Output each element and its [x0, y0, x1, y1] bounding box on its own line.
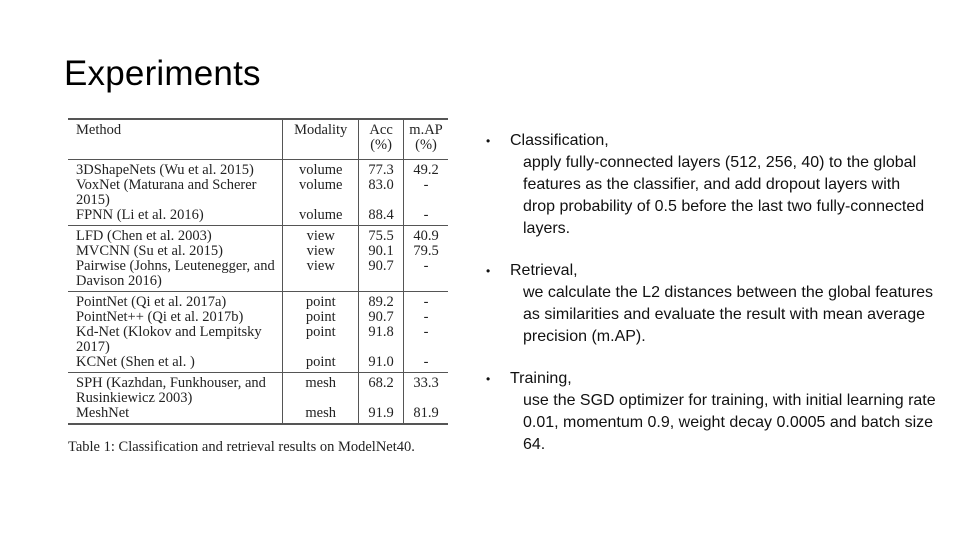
cell-acc: 91.9	[359, 406, 404, 424]
cell-method: FPNN (Li et al. 2016)	[68, 208, 283, 226]
cell-acc: 90.1	[359, 244, 404, 259]
header-acc: Acc (%)	[359, 119, 404, 160]
cell-acc: 75.5	[359, 226, 404, 245]
cell-map: -	[423, 177, 429, 193]
table-row	[68, 226, 448, 245]
table-header-row	[68, 119, 448, 160]
cell-modality: volume	[283, 208, 359, 226]
cell-method: VoxNet (Maturana and Scherer 2015)	[68, 178, 283, 208]
cell-method: Pairwise (Johns, Leutenegger, and Davison 2016)	[68, 259, 283, 292]
table-row	[68, 355, 448, 373]
table-row	[68, 373, 448, 407]
table-row	[68, 406, 448, 424]
cell-method: LFD (Chen et al. 2003)	[68, 226, 283, 245]
table-group-view	[68, 226, 448, 292]
cell-map: 33.3	[404, 373, 448, 407]
cell-acc: 88.4	[359, 208, 404, 226]
cell-map: -	[423, 354, 429, 370]
cell-acc: 89.2	[359, 292, 404, 311]
cell-acc: 68.2	[359, 373, 404, 407]
cell-map: 81.9	[404, 406, 448, 424]
cell-acc: 91.8	[359, 325, 404, 355]
table-row	[68, 244, 448, 259]
cell-map: 49.2	[413, 162, 439, 178]
cell-map: -	[423, 309, 429, 325]
table-group-point	[68, 292, 448, 373]
cell-modality: view	[283, 259, 359, 292]
results-table-figure	[68, 118, 450, 456]
cell-modality: volume	[283, 178, 359, 208]
table-caption: Table 1: Classification and retrieval results on ModelNet40.	[68, 439, 415, 455]
bullet-retrieval	[486, 260, 936, 348]
table-row	[68, 208, 448, 226]
cell-map: -	[423, 324, 429, 340]
cell-method: KCNet (Shen et al. )	[68, 355, 283, 373]
cell-modality: mesh	[283, 406, 359, 424]
cell-modality: point	[283, 325, 359, 355]
table-group-mesh	[68, 373, 448, 425]
bullet-head: Classification,	[510, 132, 609, 149]
bullet-classification	[486, 130, 936, 240]
cell-method: MeshNet	[68, 406, 283, 424]
bullet-head: Retrieval,	[510, 262, 578, 279]
cell-method: SPH (Kazhdan, Funkhouser, and Rusinkiewicz 2003)	[68, 373, 283, 407]
cell-acc: 91.0	[359, 355, 404, 373]
header-map: m.AP (%)	[404, 119, 448, 160]
table-row	[68, 310, 448, 325]
cell-method: PointNet (Qi et al. 2017a)	[68, 292, 283, 311]
cell-acc: 83.0	[359, 178, 404, 208]
bullet-body: apply fully-connected layers (512, 256, 40) to the global features as the classifier, and add dropout layers with drop probability of 0.5 before the last two fully-connected layers.	[523, 154, 925, 237]
bullet-dot-icon: •	[486, 134, 491, 148]
cell-acc: 90.7	[359, 259, 404, 292]
cell-map: -	[423, 258, 429, 274]
cell-modality: volume	[283, 160, 359, 179]
bullet-body: we calculate the L2 distances between the global features as similarities and evaluate the result with mean average precision (m.AP).	[523, 284, 934, 345]
cell-acc: 90.7	[359, 310, 404, 325]
table-group-volume	[68, 160, 448, 226]
bullet-body: use the SGD optimizer for training, with initial learning rate 0.01, momentum 0.9, weight decay 0.0005 and batch size 64.	[523, 392, 936, 453]
cell-map: 40.9	[404, 226, 448, 245]
cell-modality: mesh	[283, 373, 359, 407]
header-method: Method	[68, 119, 283, 160]
table-row	[68, 160, 448, 179]
slide-title: Experiments	[64, 54, 261, 93]
cell-method: Kd-Net (Klokov and Lempitsky 2017)	[68, 325, 283, 355]
cell-modality: view	[283, 244, 359, 259]
bullet-head: Training,	[510, 370, 572, 387]
header-modality: Modality	[283, 119, 359, 160]
cell-map: 79.5	[413, 243, 439, 259]
table-row	[68, 325, 448, 355]
cell-method: MVCNN (Su et al. 2015)	[68, 244, 283, 259]
table-row	[68, 259, 448, 292]
bullet-training	[486, 368, 936, 456]
bullet-dot-icon: •	[486, 372, 491, 386]
cell-modality: point	[283, 310, 359, 325]
table-row	[68, 292, 448, 311]
cell-modality: view	[283, 226, 359, 245]
bullet-list	[486, 130, 936, 476]
bullet-dot-icon: •	[486, 264, 491, 278]
cell-method: PointNet++ (Qi et al. 2017b)	[68, 310, 283, 325]
cell-modality: point	[283, 292, 359, 311]
cell-method: 3DShapeNets (Wu et al. 2015)	[68, 160, 283, 179]
cell-map: -	[423, 207, 429, 223]
results-table	[68, 118, 448, 425]
cell-acc: 77.3	[359, 160, 404, 179]
cell-modality: point	[283, 355, 359, 373]
table-row	[68, 178, 448, 208]
cell-map: -	[404, 292, 448, 311]
